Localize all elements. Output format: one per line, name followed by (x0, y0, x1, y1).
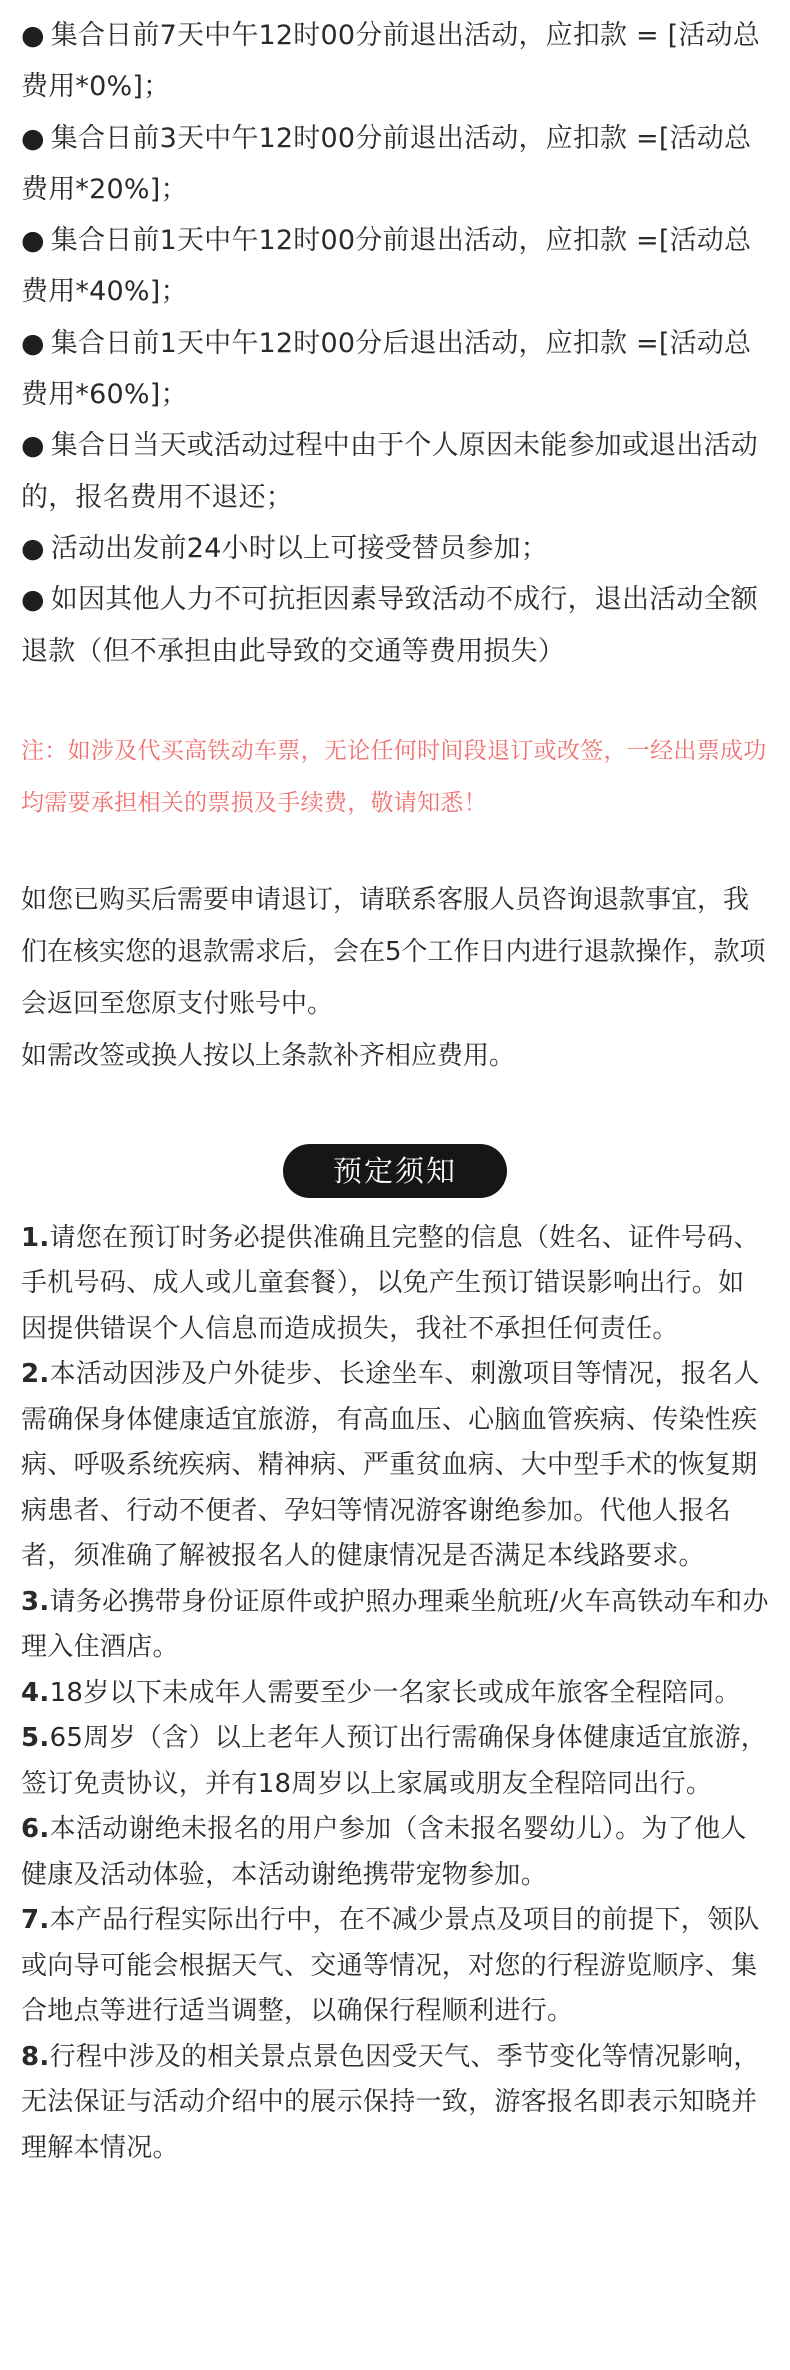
term-text: 请您在预订时务必提供准确且完整的信息（姓名、证件号码、手机号码、成人或儿童套餐），以免产生预订错误影响出行。如因提供错误个人信息而造成损失，我社不承担任何责任。 (21, 1222, 760, 1344)
term-text: 18岁以下未成年人需要至少一名家长或成年旅客全程陪同。 (49, 1677, 741, 1708)
list-item (21, 113, 769, 216)
term-number: 6. (21, 1814, 50, 1845)
list-item (21, 420, 769, 523)
refund-rule-text: 集合日前1天中午12时00分后退出活动，应扣款 =[活动总费用*60%]； (21, 327, 752, 411)
term-text: 本活动谢绝未报名的用户参加（含未报名婴幼儿）。为了他人健康及活动体验，本活动谢绝携带宠物参加。 (21, 1814, 747, 1890)
list-item (21, 1216, 769, 1353)
list-item (21, 1898, 769, 2035)
bullet-icon: ● (21, 20, 45, 51)
term-number: 2. (21, 1359, 50, 1390)
list-item (21, 1580, 769, 1671)
term-text: 请务必携带身份证原件或护照办理乘坐航班/火车高铁动车和办理入住酒店。 (21, 1586, 769, 1663)
term-number: 4. (21, 1677, 50, 1708)
refund-rule-text: 集合日当天或活动过程中由于个人原因未能参加或退出活动的，报名费用不退还； (21, 430, 758, 513)
section-title-booking-notes: 预定须知 (283, 1144, 507, 1198)
term-text: 本活动因涉及户外徒步、长途坐车、刺激项目等情况，报名人需确保身体健康适宜旅游，有高血压、心脑血管疾病、传染性疾病、呼吸系统疾病、精神病、严重贫血病、大中型手术的恢复期病患者、行动不便者、孕妇等情况游客谢绝参加。代他人报名者，须准确了解被报名人的健康情况是否满足本线路要求。 (21, 1359, 760, 1572)
term-text: 本产品行程实际出行中，在不减少景点及项目的前提下，领队或向导可能会根据天气、交通等情况，对您的行程游览顺序、集合地点等进行适当调整，以确保行程顺利进行。 (21, 1905, 760, 2027)
refund-rule-text: 集合日前3天中午12时00分前退出活动，应扣款 =[活动总费用*20%]； (21, 122, 752, 205)
list-item (21, 1807, 769, 1898)
list-item (21, 1716, 769, 1807)
refund-rule-text: 如因其他人力不可抗拒因素导致活动不成行，退出活动全额退款（但不承担由此导致的交通等费用损失） (21, 584, 758, 667)
list-item (21, 523, 769, 574)
bullet-icon: ● (21, 532, 45, 564)
term-text: 行程中涉及的相关景点景色因受天气、季节变化等情况影响，无法保证与活动介绍中的展示保持一致，游客报名即表示知晓并理解本情况。 (21, 2041, 760, 2163)
term-number: 1. (21, 1222, 50, 1253)
term-number: 3. (21, 1586, 50, 1617)
list-item (21, 1671, 769, 1717)
term-number: 7. (21, 1905, 50, 1936)
ticket-notice: 注：如涉及代买高铁动车票，无论任何时间段退订或改签，一经出票成功均需要承担相关的票损及手续费，敬请知悉！ (21, 737, 767, 816)
change-fee-paragraph: 如需改签或换人按以上条款补齐相应费用。 (21, 1040, 516, 1071)
list-item (21, 215, 769, 318)
refund-process-paragraph: 如您已购买后需要申请退订，请联系客服人员咨询退款事宜，我们在核实您的退款需求后，会在5个工作日内进行退款操作，款项会返回至您原支付账号中。 (21, 884, 766, 1019)
list-item (21, 1352, 769, 1580)
bullet-icon: ● (21, 584, 45, 616)
refund-process-text (21, 874, 769, 1082)
list-item (21, 2035, 769, 2172)
booking-terms-list (21, 1216, 769, 2172)
list-item (21, 10, 769, 113)
term-number: 5. (21, 1723, 50, 1754)
list-item (21, 574, 769, 677)
list-item (21, 318, 769, 421)
refund-rules-list (21, 0, 769, 677)
refund-rule-text: 集合日前1天中午12时00分前退出活动，应扣款 =[活动总费用*40%]； (21, 225, 752, 308)
term-number: 8. (21, 2041, 50, 2072)
bullet-icon: ● (21, 225, 45, 257)
bullet-icon: ● (21, 430, 45, 462)
bullet-icon: ● (21, 327, 45, 359)
term-text: 65周岁（含）以上老年人预订出行需确保身体健康适宜旅游，签订免责协议，并有18周岁以上家属或朋友全程陪同出行。 (21, 1723, 768, 1799)
refund-rule-text: 活动出发前24小时以上可接受替员参加； (50, 532, 548, 564)
bullet-icon: ● (21, 122, 45, 154)
refund-rule-text: 集合日前7天中午12时00分前退出活动，应扣款 = [活动总费用*0%]； (21, 20, 760, 103)
